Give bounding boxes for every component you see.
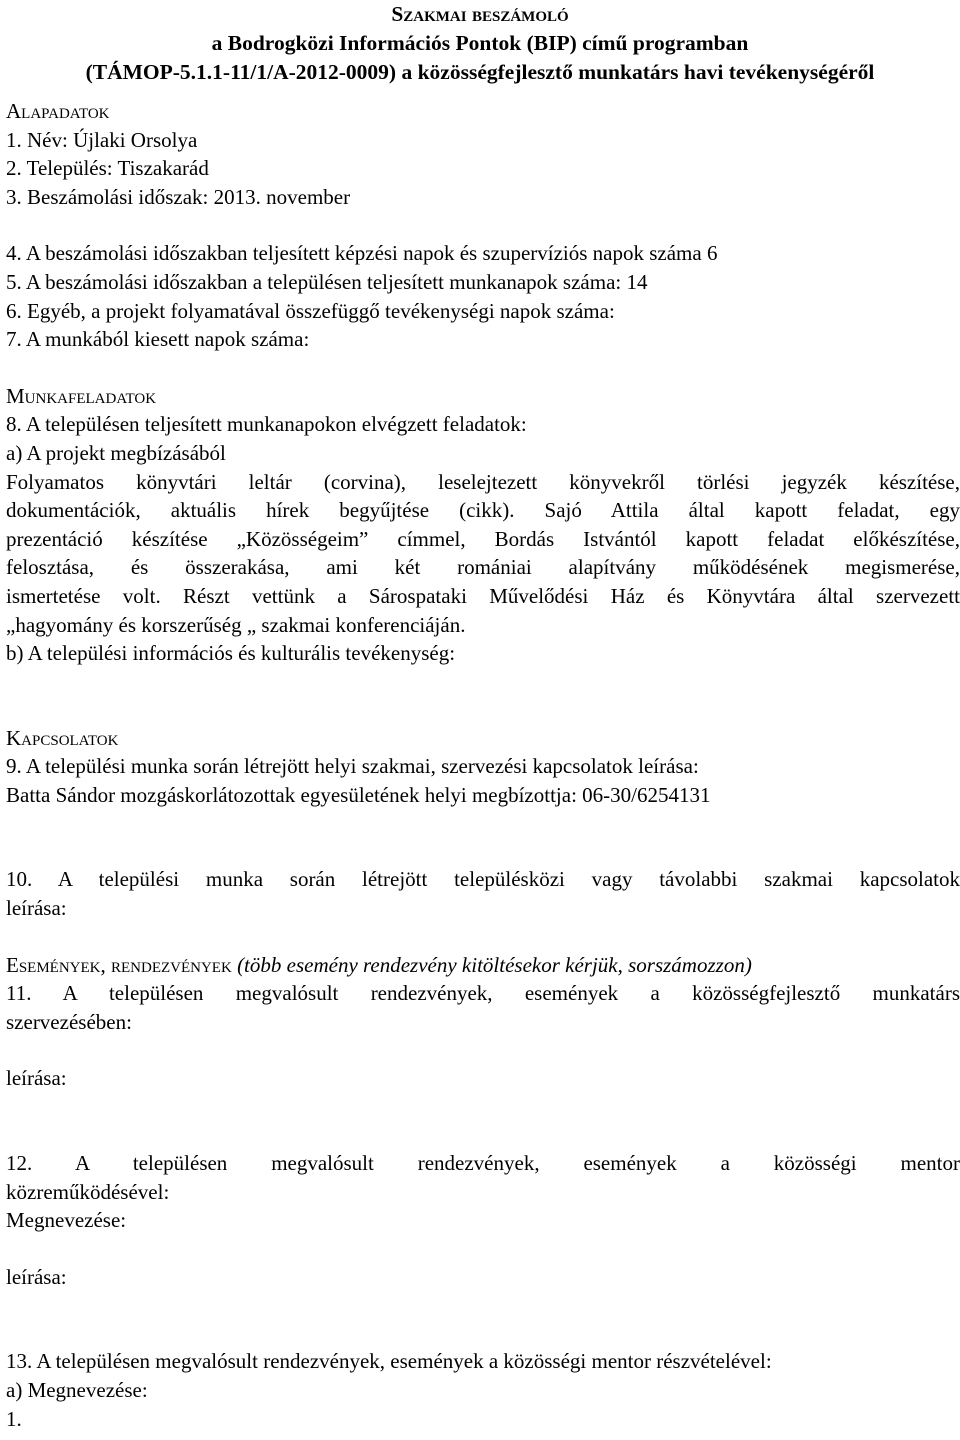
tasks-paragraph-line: ismertetése volt. Részt vettünk a Sárospataki Művelődési Ház és Könyvtára által szervezett <box>6 583 960 608</box>
item-12-line-1: 12. A településen megvalósult rendezvények, események a közösségi mentor <box>6 1151 960 1176</box>
document-title <box>0 0 960 87</box>
tasks-paragraph-line: „hagyomány és korszerűség „ szakmai konferenciáján. <box>6 612 466 637</box>
item-2-settlement: 2. Település: Tiszakarád <box>6 156 209 181</box>
item-11-line-2: szervezésében: <box>6 1009 132 1034</box>
section-heading-munkafeladatok: Munkafeladatok <box>6 383 157 408</box>
section-munkafeladatok <box>6 382 960 668</box>
title-line-1: Szakmai beszámoló <box>391 2 569 26</box>
item-8-sub-a: a) A projekt megbízásából <box>6 440 226 465</box>
item-13: 13. A településen megvalósult rendezvények, események a közösségi mentor részvételével: <box>6 1349 772 1374</box>
title-line-3: (TÁMOP-5.1.1-11/1/A-2012-0009) a közösségfejlesztő munkatárs havi tevékenységéről <box>85 60 875 84</box>
esemenyek-heading-text: Események, rendezvények <box>6 952 232 977</box>
item-8-tasks: 8. A településen teljesített munkanapokon elvégzett feladatok: <box>6 412 527 437</box>
item-7-missed-days: 7. A munkából kiesett napok száma: <box>6 327 310 352</box>
item-10-line-2: leírása: <box>6 896 67 921</box>
item-11-leiras: leírása: <box>6 1066 67 1091</box>
item-9-local-contacts: 9. A települési munka során létrejött helyi szakmai, szervezési kapcsolatok leírása: <box>6 754 699 779</box>
item-3-period: 3. Beszámolási időszak: 2013. november <box>6 184 351 209</box>
item-12-leiras: leírása: <box>6 1264 67 1289</box>
tasks-paragraph-line: prezentáció készítése „Közösségeim” címmel, Bordás Istvántól kapott feladat előkészítése, <box>6 526 960 551</box>
item-4-training-days: 4. A beszámolási időszakban teljesített képzési napok és szupervíziós napok száma 6 <box>6 241 718 266</box>
esemenyek-heading-note: (több esemény rendezvény kitöltésekor kérjük, sorszámozzon) <box>237 952 752 977</box>
section-heading-kapcsolatok: Kapcsolatok <box>6 725 119 750</box>
section-heading-alapadatok: Alapadatok <box>6 99 110 123</box>
item-11-line-1: 11. A településen megvalósult rendezvények, események a közösségfejlesztő munkatárs <box>6 981 960 1006</box>
item-12-line-2: közreműködésével: <box>6 1179 170 1204</box>
item-8-sub-b: b) A települési információs és kulturális tevékenység: <box>6 641 456 666</box>
title-line-2: a Bodrogközi Információs Pontok (BIP) című programban <box>211 31 749 55</box>
tasks-paragraph-line: felosztása, és összerakása, ami két romániai alapítvány működésének megismerése, <box>6 555 960 580</box>
tasks-paragraph-line: Folyamatos könyvtári leltár (corvina), leselejtezett könyvekről törlési jegyzék készítése, <box>6 469 960 494</box>
tasks-paragraph-line: dokumentációk, aktuális hírek begyűjtése (cikk). Sajó Attila által kapott feladat, egy <box>6 498 960 523</box>
section-alapadatok <box>6 97 960 354</box>
item-13-1: 1. <box>6 1406 22 1431</box>
section-kapcsolatok <box>6 724 960 923</box>
item-13-a: a) Megnevezése: <box>6 1378 148 1402</box>
item-5-work-days: 5. A beszámolási időszakban a településen teljesített munkanapok száma: 14 <box>6 269 648 294</box>
section-heading-esemenyek <box>6 951 960 980</box>
item-1-name: 1. Név: Újlaki Orsolya <box>6 127 198 152</box>
item-6-other-days: 6. Egyéb, a projekt folyamatával összefüggő tevékenységi napok száma: <box>6 298 615 323</box>
section-esemenyek <box>6 951 960 1434</box>
item-12-megnevezes: Megnevezése: <box>6 1208 127 1233</box>
item-9-contact-text: Batta Sándor mozgáskorlátozottak egyesületének helyi megbízottja: 06-30/6254131 <box>6 782 711 807</box>
item-10-line-1: 10. A települési munka során létrejött településközi vagy távolabbi szakmai kapcsolatok <box>6 867 960 892</box>
